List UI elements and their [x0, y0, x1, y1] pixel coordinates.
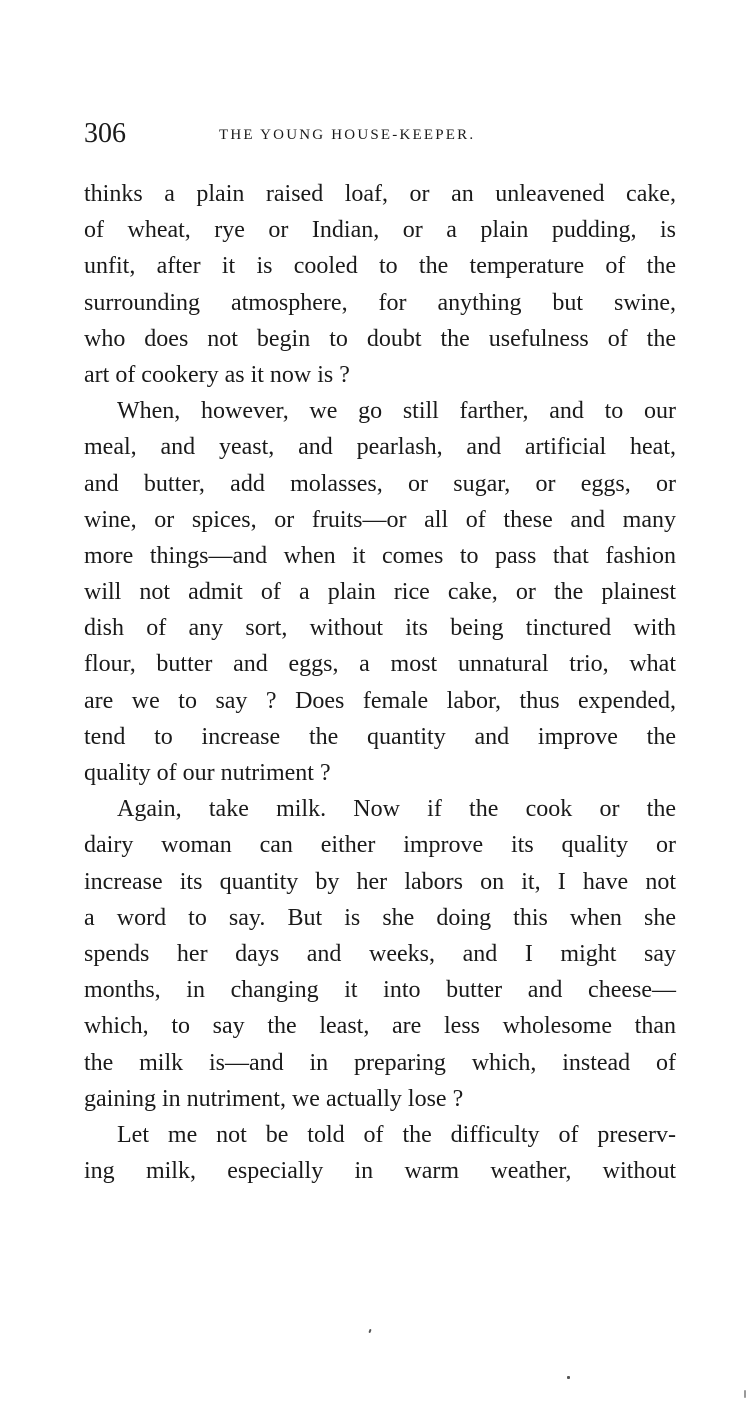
text-line: gaining in nutriment, we actually lose ?	[84, 1085, 464, 1112]
paragraph-2	[84, 393, 676, 791]
text-line: the milk is—and in preparing which, instead of	[84, 1049, 676, 1076]
text-line: are we to say ? Does female labor, thus expended,	[84, 687, 676, 714]
text-line: months, in changing it into butter and cheese—	[84, 977, 676, 1004]
running-head	[84, 118, 676, 154]
text-line: more things—and when it comes to pass that fashion	[84, 542, 676, 569]
ink-speck	[368, 1329, 371, 1333]
text-line: Again, take milk. Now if the cook or the	[117, 796, 676, 823]
text-line: and butter, add molasses, or sugar, or eggs, or	[84, 470, 676, 497]
text-line: of wheat, rye or Indian, or a plain pudding, is	[84, 217, 676, 244]
ink-speck	[567, 1376, 570, 1379]
text-line: who does not begin to doubt the usefulness of the	[84, 325, 676, 352]
paragraph-4	[84, 1117, 676, 1189]
paragraph-1	[84, 176, 676, 393]
text-line: a word to say. But is she doing this when she	[84, 904, 676, 931]
text-line: When, however, we go still farther, and to our	[117, 398, 676, 425]
text-line: thinks a plain raised loaf, or an unleavened cake,	[84, 181, 676, 207]
text-line: art of cookery as it now is ?	[84, 361, 350, 388]
text-line: dairy woman can either improve its quality or	[84, 832, 676, 859]
paragraph-3	[84, 791, 676, 1117]
page-number: 306	[84, 118, 126, 149]
text-line: increase its quantity by her labors on it, I have not	[84, 868, 676, 895]
ink-speck	[744, 1390, 746, 1398]
text-line: wine, or spices, or fruits—or all of these and many	[84, 506, 676, 533]
text-line: surrounding atmosphere, for anything but swine,	[84, 289, 676, 316]
text-line: ing milk, especially in warm weather, without	[84, 1158, 676, 1185]
text-line: which, to say the least, are less wholesome than	[84, 1013, 676, 1040]
text-line: will not admit of a plain rice cake, or the plainest	[84, 579, 676, 606]
text-line: dish of any sort, without its being tinctured with	[84, 615, 676, 642]
text-line: unfit, after it is cooled to the temperature of the	[84, 253, 676, 280]
running-title: THE YOUNG HOUSE-KEEPER.	[219, 127, 476, 143]
text-line: flour, butter and eggs, a most unnatural trio, what	[84, 651, 676, 678]
text-line: Let me not be told of the difficulty of preserv-	[117, 1121, 676, 1148]
text-line: meal, and yeast, and pearlash, and artificial heat,	[84, 434, 676, 461]
text-line: spends her days and weeks, and I might say	[84, 940, 676, 967]
body-text	[84, 176, 676, 1189]
text-line: tend to increase the quantity and improve the	[84, 723, 676, 750]
text-line: quality of our nutriment ?	[84, 760, 331, 786]
